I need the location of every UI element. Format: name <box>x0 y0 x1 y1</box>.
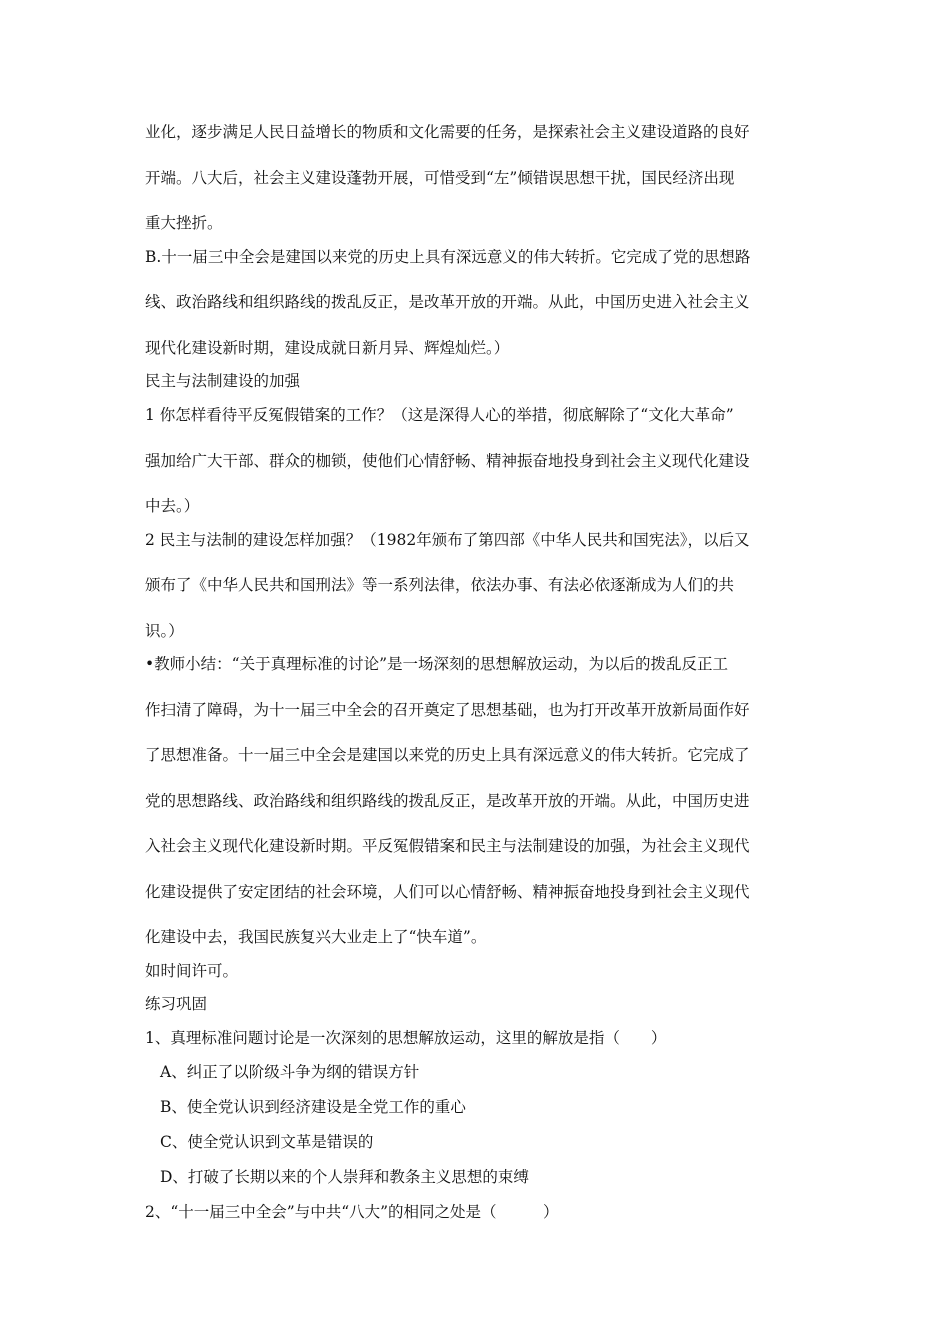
answer-option: C、使全党认识到文革是错误的 <box>160 1133 374 1151</box>
answer-option: B、使全党认识到经济建设是全党工作的重心 <box>160 1098 466 1116</box>
text-line: 入社会主义现代化建设新时期。平反冤假错案和民主与法制建设的加强，为社会主义现代 <box>145 837 750 855</box>
text-line: 化建设提供了安定团结的社会环境，人们可以心情舒畅、精神振奋地投身到社会主义现代 <box>145 883 750 901</box>
question: 2、“十一届三中全会”与中共“八大”的相同之处是（ ） <box>145 1203 559 1221</box>
text-line: 强加给广大干部、群众的枷锁，使他们心情舒畅、精神振奋地投身到社会主义现代化建设 <box>145 452 750 470</box>
text-line: 中去。） <box>145 497 200 515</box>
text-line: 如时间许可。 <box>145 962 239 980</box>
section-heading: 练习巩固 <box>145 995 208 1013</box>
text-line: 2 民主与法制的建设怎样加强？（1982年颁布了第四部《中华人民共和国宪法》，以后又 <box>145 531 750 549</box>
text-line: 了思想准备。十一届三中全会是建国以来党的历史上具有深远意义的伟大转折。它完成了 <box>145 746 750 764</box>
text-line: 化建设中去，我国民族复兴大业走上了“快车道”。 <box>145 928 487 946</box>
text-line: 现代化建设新时期，建设成就日新月异、辉煌灿烂。） <box>145 339 510 357</box>
answer-option: A、纠正了以阶级斗争为纲的错误方针 <box>160 1063 420 1081</box>
text-line: B.十一届三中全会是建国以来党的历史上具有深远意义的伟大转折。它完成了党的思想路 <box>145 248 751 266</box>
section-heading: 民主与法制建设的加强 <box>145 372 301 390</box>
answer-option: D、打破了长期以来的个人崇拜和教条主义思想的束缚 <box>160 1168 529 1186</box>
text-line: 线、政治路线和组织路线的拨乱反正，是改革开放的开端。从此，中国历史进入社会主义 <box>145 293 750 311</box>
text-line: 1 你怎样看待平反冤假错案的工作？（这是深得人心的举措，彻底解除了“文化大革命” <box>145 406 734 424</box>
text-line: 识。） <box>145 622 184 640</box>
text-line: 业化，逐步满足人民日益增长的物质和文化需要的任务，是探索社会主义建设道路的良好 <box>145 123 750 141</box>
text-line: •教师小结：“关于真理标准的讨论”是一场深刻的思想解放运动，为以后的拨乱反正工 <box>145 655 728 673</box>
text-line: 开端。八大后，社会主义建设蓬勃开展，可惜受到“左”倾错误思想干扰，国民经济出现 <box>145 169 735 187</box>
text-line: 作扫清了障碍，为十一届三中全会的召开奠定了思想基础，也为打开改革开放新局面作好 <box>145 701 750 719</box>
text-line: 重大挫折。 <box>145 214 223 232</box>
text-line: 党的思想路线、政治路线和组织路线的拨乱反正，是改革开放的开端。从此，中国历史进 <box>145 792 750 810</box>
text-line: 颁布了《中华人民共和国刑法》等一系列法律，依法办事、有法必依逐渐成为人们的共 <box>145 576 735 594</box>
question: 1、真理标准问题讨论是一次深刻的思想解放运动，这里的解放是指（ ） <box>145 1029 667 1047</box>
